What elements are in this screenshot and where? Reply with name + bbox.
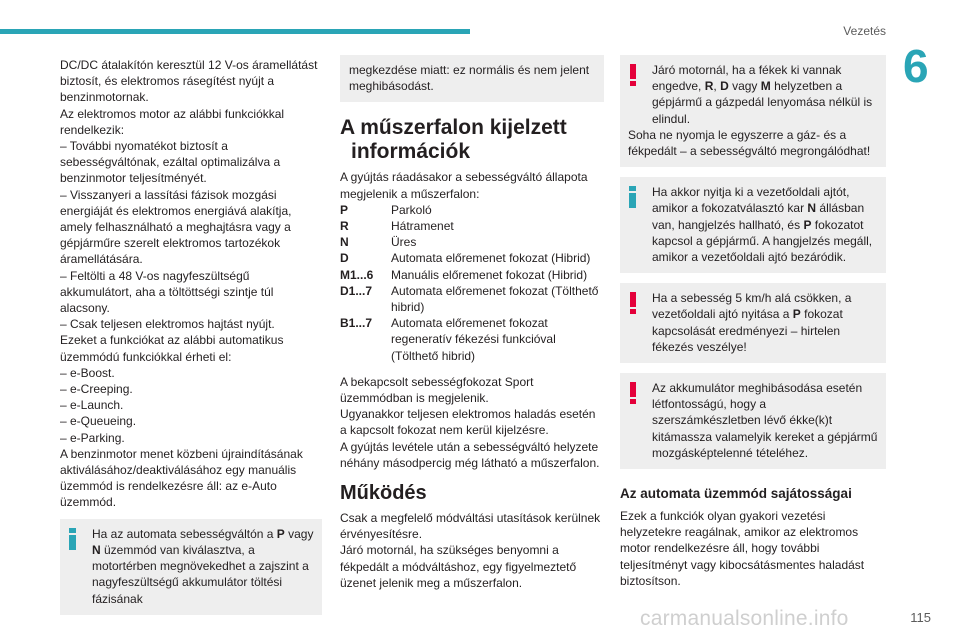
mode-item: – e-Launch.: [60, 398, 124, 413]
paragraph: A bekapcsolt sebességfokozat Sport üzemmódban is megjelenik.: [340, 374, 534, 406]
paragraph: Ugyanakkor teljesen elektromos haladás esetén a kapcsolt fokozat nem kerül kijelzésre.: [340, 407, 596, 438]
column-3: [620, 55, 886, 589]
warning-icon: [629, 64, 643, 86]
info-icon: [629, 186, 643, 208]
column-1: [60, 57, 322, 615]
mode-item: – e-Queueing.: [60, 414, 137, 429]
paragraph: Ezeket a funkciókat az alábbi automatikus üzemmódú funkciókkal érheti el:: [60, 333, 284, 364]
gear-row: M1...6 Manuális előremenet fokozat (Hibrid): [340, 267, 588, 282]
paragraph: Ezek a funkciók olyan gyakori vezetési helyzetekre reagálnak, amikor az elektromos motor rendelkezésre áll, hogy további teljesítményt vagy kibocsátásmentes haladást biztosítson.: [620, 509, 865, 588]
mode-item: – e-Parking.: [60, 430, 125, 445]
paragraph: Csak a megfelelő módváltási utasítások kerülnek érvényesítésre.: [340, 511, 601, 542]
header-accent-bar: [0, 29, 470, 34]
warning-text: Járó motornál, ha a fékek ki vannak engedve, R, D vagy M helyzetben a gépjármű a gázpedál lenyomása nélkül is elindul.: [652, 63, 873, 126]
list-item: – Csak teljesen elektromos hajtást nyújt.: [60, 317, 275, 332]
list-item: – Feltölti a 48 V-os nagyfeszültségű akkumulátort, aha a töltöttségi szintje túl alacsony.: [60, 268, 274, 316]
mode-item: – e-Creeping.: [60, 382, 133, 397]
info-box: [620, 177, 886, 273]
paragraph: A gyújtás levétele után a sebességváltó helyzete néhány másodpercig még látható a műszerfalon.: [340, 439, 600, 470]
warning-icon: [629, 382, 643, 404]
gear-row: P Parkoló: [340, 202, 432, 217]
warning-box: [620, 283, 886, 363]
section-title: Vezetés: [843, 24, 886, 38]
paragraph: Járó motornál, ha szükséges benyomni a fékpedált a módváltáshoz, egy figyelmeztető üzenet jelenik meg a műszerfalon.: [340, 543, 577, 590]
heading-display: A műszerfalon kijelzett információk: [340, 116, 567, 164]
watermark: carmanualsonline.info: [640, 607, 849, 630]
chapter-number: 6: [903, 40, 929, 92]
info-box-continued: [340, 55, 604, 102]
gear-row: D Automata előremenet fokozat (Hibrid): [340, 251, 591, 266]
page-number: 115: [910, 610, 931, 625]
gear-row: B1...7 Automata előremenet fokozat regeneratív fékezési funkcióval (Tölthető hibrid): [340, 316, 556, 363]
info-box-text: megkezdése miatt: ez normális és nem jelent meghibásodást.: [349, 63, 590, 94]
gear-row: R Hátramenet: [340, 219, 454, 234]
list-item: – Visszanyeri a lassítási fázisok mozgási energiáját és elektromos energiává alakítja, amely felhasználható a meghajtásra vagy a gépjárműre szerelt elektromos tartozékok áramellátására.: [60, 187, 292, 267]
warning-text: Az akkumulátor meghibásodása esetén létfontosságú, hogy a szerszámkészletben lévő ékke(k)t kitámassza valamelyik kereket a gépjármű mozgásképtelenné tételéhez.: [652, 381, 878, 460]
warning-icon: [629, 292, 643, 314]
info-box-text: Ha akkor nyitja ki a vezetőoldali ajtót, amikor a fokozatválasztó kar N állásban van, hangjelzés hallható, és P fokozatot kapcsol a gépjármű. A hangjelzés megáll, amikor a vezetőoldali ajtó bezáródik.: [652, 185, 873, 265]
gear-row: N Üres: [340, 235, 417, 250]
paragraph: A benzinmotor menet közbeni újraindításának aktiválásához/deaktiválásához egy manuális üzemmód is rendelkezésre áll: az e-Auto üzemmód.: [60, 446, 303, 510]
info-icon: [69, 528, 83, 550]
list-item: – További nyomatékot biztosít a sebességváltónak, ezáltal optimalizálva a benzinmotor teljesítményét.: [60, 139, 281, 186]
paragraph: A gyújtás ráadásakor a sebességváltó állapota megjelenik a műszerfalon:: [340, 170, 588, 201]
heading-auto-mode: Az automata üzemmód sajátosságai: [620, 486, 852, 502]
column-2: [340, 55, 604, 591]
paragraph: DC/DC átalakítón keresztül 12 V-os áramellátást biztosít, és elektromos rásegítést nyújt a benzinmotornak.: [60, 58, 318, 105]
mode-item: – e-Boost.: [60, 365, 115, 380]
warning-text: Ha a sebesség 5 km/h alá csökken, a vezetőoldali ajtó nyitása a P fokozat kapcsolását eredményezi – hirtelen fékezés veszélye!: [652, 291, 852, 354]
info-box-text: Ha az automata sebességváltón a P vagy N üzemmód van kiválasztva, a motortérben megnövekedhet a zajszint a nagyfeszültségű akkumulátor töltési fázisának: [92, 526, 314, 606]
warning-text: Soha ne nyomja le egyszerre a gáz- és a fékpedált – a sebességváltó megrongálódhat!: [628, 127, 871, 159]
warning-box: [620, 55, 886, 167]
heading-operation: Működés: [340, 482, 427, 505]
info-box: [60, 519, 322, 615]
warning-box: [620, 373, 886, 469]
gear-row: D1...7 Automata előremenet fokozat (Tölthető hibrid): [340, 283, 599, 315]
paragraph: Az elektromos motor az alábbi funkciókkal rendelkezik:: [60, 106, 285, 137]
